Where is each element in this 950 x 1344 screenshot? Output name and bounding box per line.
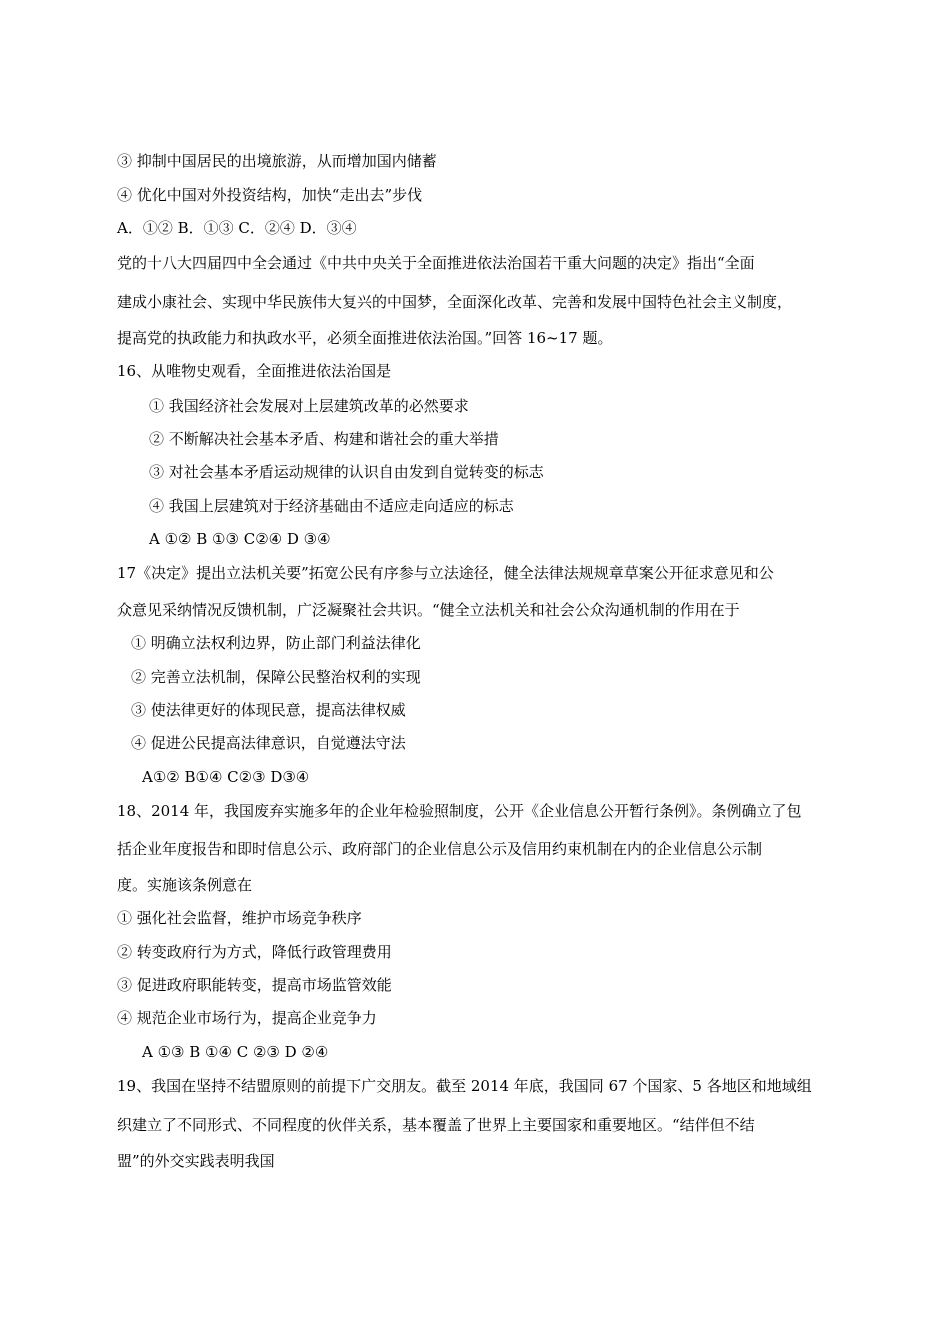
option-4-q16: ④ 我国上层建筑对于经济基础由不适应走向适应的标志	[149, 497, 514, 515]
option-2-q16: ② 不断解决社会基本矛盾、构建和谐社会的重大举措	[149, 430, 499, 448]
question-17-line-2: 众意见采纳情况反馈机制，广泛凝聚社会共识。“健全立法机关和社会公众沟通机制的作用在于	[117, 601, 740, 619]
option-4-q15: ④ 优化中国对外投资结构，加快“走出去”步伐	[117, 186, 423, 204]
option-1-q16: ① 我国经济社会发展对上层建筑改革的必然要求	[149, 397, 469, 415]
answer-choices-q15: A．①② B．①③ C．②④ D．③④	[117, 219, 357, 237]
question-18-line-2: 括企业年度报告和即时信息公示、政府部门的企业信息公示及信用约束机制在内的企业信息公示制	[117, 840, 763, 858]
option-4-q18: ④ 规范企业市场行为，提高企业竞争力	[117, 1009, 377, 1027]
option-3-q17: ③ 使法律更好的体现民意，提高法律权威	[131, 701, 406, 719]
question-17-line-1: 17《决定》提出立法机关要”拓宽公民有序参与立法途径，健全法律法规规章草案公开征求意见和公	[117, 564, 774, 582]
answer-choices-q18: A ①③ B ①④ C ②③ D ②④	[142, 1043, 329, 1061]
option-3-q16: ③ 对社会基本矛盾运动规律的认识自由发到自觉转变的标志	[149, 463, 544, 481]
question-16: 16、从唯物史观看，全面推进依法治国是	[117, 362, 392, 380]
passage-line-2: 建成小康社会、实现中华民族伟大复兴的中国梦，全面深化改革、完善和发展中国特色社会主义制度，	[117, 293, 793, 311]
question-19-line-3: 盟”的外交实践表明我国	[117, 1152, 275, 1170]
passage-line-1: 党的十八大四届四中全会通过《中共中央关于全面推进依法治国若干重大问题的决定》指出“全面	[117, 254, 755, 272]
passage-line-3: 提高党的执政能力和执政水平，必须全面推进依法治国。”回答 16~17 题。	[117, 329, 613, 347]
answer-choices-q16: A ①② B ①③ C②④ D ③④	[149, 530, 331, 548]
option-2-q17: ② 完善立法机制，保障公民整治权利的实现	[131, 668, 421, 686]
option-3-q15: ③ 抑制中国居民的出境旅游，从而增加国内储蓄	[117, 152, 437, 170]
option-3-q18: ③ 促进政府职能转变，提高市场监管效能	[117, 976, 392, 994]
option-4-q17: ④ 促进公民提高法律意识，自觉遵法守法	[131, 734, 406, 752]
option-1-q17: ① 明确立法权利边界，防止部门利益法律化	[131, 634, 421, 652]
question-18-line-1: 18、2014 年，我国废弃实施多年的企业年检验照制度，公开《企业信息公开暂行条例》。条例确立了包	[117, 802, 802, 820]
question-19-line-1: 19、我国在坚持不结盟原则的前提下广交朋友。截至 2014 年底，我国同 67 个国家、5 各地区和地域组	[117, 1077, 812, 1095]
question-19-line-2: 织建立了不同形式、不同程度的伙伴关系，基本覆盖了世界上主要国家和重要地区。“结伴但不结	[117, 1116, 755, 1134]
question-18-line-3: 度。实施该条例意在	[117, 876, 253, 894]
option-1-q18: ① 强化社会监督，维护市场竞争秩序	[117, 909, 362, 927]
option-2-q18: ② 转变政府行为方式，降低行政管理费用	[117, 943, 392, 961]
answer-choices-q17: A①② B①④ C②③ D③④	[142, 768, 310, 786]
